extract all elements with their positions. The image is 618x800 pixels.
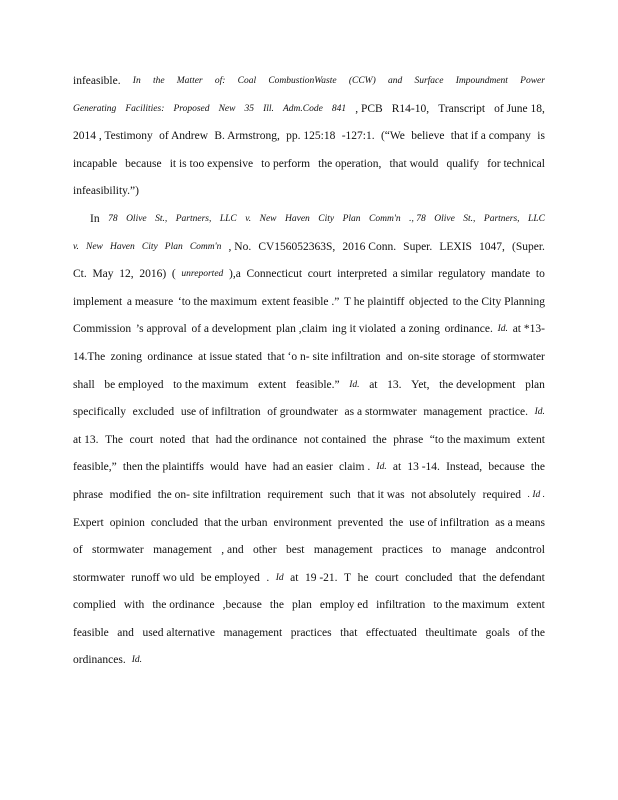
word: feasible,” [73,461,117,474]
word: stormwater [73,571,125,584]
word: shall [73,378,95,391]
citation-italic-word: Id. [349,379,360,390]
word: Ct. [73,268,87,281]
citation-italic-word: v. [245,213,252,224]
word: not absolutely [411,488,477,501]
word: management [153,544,212,557]
word: that it was [357,488,405,501]
word: Yet, [411,378,430,391]
word: , and [221,544,244,557]
word: the on- site infiltration [157,488,261,501]
word: that ‘o n- site infiltration [267,350,381,363]
text-line [73,96,545,124]
word: -127:1. [341,130,375,143]
text-line [73,427,545,455]
word: qualify [446,157,480,170]
word: it is too expensive [169,157,254,170]
word: of stormwater [480,350,545,363]
word: not contained [303,433,367,446]
citation-italic-word: Comm'n [369,213,401,224]
word: a measure [126,295,174,308]
word: modified [109,488,152,501]
word: goals [485,626,510,639]
text-line [73,178,545,206]
text-line [73,206,545,234]
word: other [252,544,277,557]
word: practice. [488,406,528,419]
word: claim . [338,461,371,474]
word: as a stormwater [344,406,417,419]
word: because [125,157,162,170]
citation-italic-word: Olive [126,213,147,224]
word: employ ed [319,599,369,612]
word: stormwater [91,544,144,557]
word: with [123,599,145,612]
word: the [372,433,387,446]
word: zoning [110,350,142,363]
word: mandate [491,268,531,281]
text-line [73,68,545,96]
word: plan ,claim [276,323,328,336]
word: prevented [337,516,384,529]
text-line [73,620,545,648]
word: the [269,599,284,612]
word: would [209,461,239,474]
word: Transcript [438,102,486,115]
word: of the [518,626,545,639]
citation-italic-word: Power [520,76,545,86]
word: T [344,571,352,584]
paragraph-2 [73,206,545,675]
word: ordinances. [73,654,126,667]
word: andcontrol [495,544,545,557]
word: 2014 , Testimony [73,130,153,143]
word: and [117,626,134,639]
word: used alternative [142,626,215,639]
word: ing it violated [331,323,396,336]
word: and [385,350,403,363]
citation-italic-word: Partners, [175,213,212,224]
text-line [73,537,545,565]
citation-italic-word: v. [73,241,79,252]
word: extent [516,599,545,612]
word: complied [73,599,116,612]
citation-italic-word: Surface [414,76,444,86]
citation-italic-word: Proposed [173,103,210,114]
text-line [73,289,545,317]
citation-italic-word: Partners, [483,213,520,224]
citation-italic-word: Impoundment [455,76,508,86]
word: ,because [222,599,262,612]
citation-italic-word: of: [214,76,226,86]
word: 13 -14. [407,461,440,474]
word: 12, [119,268,134,281]
citation-italic-word: unreported [181,269,224,280]
word: (“We [380,130,405,143]
word: the [389,516,404,529]
word: feasible.” [295,378,340,391]
word: to the City Planning [452,295,545,308]
citation-italic-word: Plan [342,213,361,224]
citation-italic-word: Facilities: [125,103,165,114]
word: regulatory [438,268,486,281]
word: the defendant [482,571,545,584]
citation-italic-word: Coal [237,76,257,86]
text-line [73,261,545,289]
word: infeasibility.”) [73,185,139,198]
citation-italic-word: City [141,241,158,252]
citation-italic-word: Haven [285,213,310,224]
word: CV156052363S, [258,240,336,253]
word: to perform [261,157,311,170]
citation-italic-word: St., [463,213,476,224]
word: he [357,571,369,584]
text-line [73,565,545,593]
word: management [313,544,373,557]
word: specifically [73,406,127,419]
word: B. Armstrong, [214,130,280,143]
text-line [73,372,545,400]
word: had an easier [272,461,333,474]
citation-italic-word: LLC [219,213,237,224]
word: feasible [73,626,109,639]
word: use of infiltration [180,406,261,419]
word: ( [171,268,176,281]
text-line [73,344,545,372]
word: is [537,130,545,143]
word: concluded [150,516,199,529]
word: opinion [109,516,145,529]
word: of Andrew [159,130,209,143]
word: . [266,571,270,584]
word: required [482,488,521,501]
word: 14.The [73,350,106,363]
word: ordinance. [444,323,493,336]
citation-italic-word: (CCW) [348,76,376,86]
text-line [73,399,545,427]
word: be employed [104,378,164,391]
word: believe [411,130,445,143]
word: that [340,626,358,639]
word: of [73,544,83,557]
word: because [488,461,525,474]
word: plan [525,378,545,391]
citation-italic-word: City [318,213,335,224]
word: have [244,461,267,474]
citation-italic-word: Id. [534,407,545,418]
word: at issue stated [198,350,263,363]
word: R14-10, [391,102,430,115]
citation-italic-word: Plan [164,241,183,252]
word: to the maximum [173,378,249,391]
word: , No. [228,240,252,253]
word: then the plaintiffs [122,461,204,474]
citation-italic-word: CombustionWaste [268,76,337,86]
word: the operation, [318,157,382,170]
word: ),a [229,268,241,281]
word: court [374,571,399,584]
citation-italic-word: Olive [434,213,455,224]
word: Super. [403,240,433,253]
word: ’s approval [135,323,187,336]
word: phrase [73,488,104,501]
word: 2016) [139,268,167,281]
word: to [432,544,442,557]
word: implement [73,295,123,308]
citation-italic-word: Id. [376,462,387,473]
word: the development [439,378,516,391]
word: such [329,488,351,501]
citation-italic-word: St., [155,213,168,224]
word: be employed [200,571,260,584]
word: management [223,626,283,639]
citation-italic-word: 841 [331,103,347,114]
citation-italic-word: Id [275,572,284,583]
word: requirement [267,488,324,501]
word: court [129,433,154,446]
word: In [90,212,100,225]
citation-italic-word: New [218,103,236,114]
word: noted [159,433,186,446]
word: T he plaintiff [344,295,405,308]
word: Connecticut [246,268,303,281]
word: infeasible. [73,75,121,87]
word: environment [273,516,332,529]
citation-italic-word: Adm.Code [282,103,323,114]
citation-italic-word: LLC [528,213,545,224]
word: effectuated [365,626,417,639]
word: 2016 Conn. [342,240,397,253]
citation-italic-word: New [259,213,277,224]
word: manage [450,544,487,557]
word: “to the maximum [429,433,511,446]
citation-italic-word: and [387,76,403,86]
text-line [73,482,545,510]
word: May [92,268,114,281]
citation-italic-word: 78 [108,213,118,224]
word: at 13. [73,433,99,446]
citation-italic-word: 35 [244,103,255,114]
word: on-site storage [407,350,476,363]
word: phrase [393,433,424,446]
word: Instead, [446,461,483,474]
word: objected [409,295,448,308]
word: , PCB [355,102,383,115]
word: that would [389,157,439,170]
citation-italic-word: In [132,76,141,86]
word: the [530,461,545,474]
word: practices [382,544,423,557]
word: at *13- [512,323,545,336]
word: pp. 125:18 [286,130,336,143]
word: a zoning [400,323,440,336]
word: best [285,544,305,557]
word: as a means [495,516,545,529]
word: management [423,406,483,419]
word: the ordinance [152,599,215,612]
word: extent [516,433,545,446]
citation-italic-word: New [85,241,103,252]
citation-italic-word: Id. [497,324,508,335]
word: that the urban [204,516,268,529]
word: 1047, [479,240,505,253]
text-line [73,151,545,179]
word: infiltration [376,599,426,612]
word: of a development [191,323,272,336]
word: runoff wo uld [131,571,195,584]
word: plan [292,599,312,612]
word: use of infiltration [409,516,490,529]
word: at [392,461,402,474]
word: for technical [487,157,545,170]
word: a similar [392,268,433,281]
citation-italic-word: the [152,76,165,86]
word: The [105,433,123,446]
word: LEXIS [439,240,472,253]
word: extent [258,378,287,391]
document-page [73,68,545,675]
word: that if a company [450,130,531,143]
word: to [535,268,545,281]
word: Expert [73,516,104,529]
citation-italic-word: Id. [131,655,142,666]
text-line [73,510,545,538]
citation-italic-word: Matter [176,76,203,86]
citation-italic-word: . Id . [527,489,545,500]
word: ‘to the maximum [177,295,258,308]
word: extent feasible .” [261,295,340,308]
word: excluded [132,406,175,419]
word: 19 -21. [304,571,338,584]
word: practices [290,626,332,639]
word: of groundwater [267,406,338,419]
text-line [73,592,545,620]
citation-italic-word: Generating [73,103,117,114]
paragraph-1 [73,68,545,206]
word: at [369,378,378,391]
word: Commission [73,323,132,336]
word: incapable [73,157,118,170]
word: (Super. [512,240,545,253]
word: theultimate [425,626,478,639]
text-line [73,316,545,344]
citation-italic-word: Ill. [263,103,274,114]
text-line [73,647,545,675]
text-line [73,234,545,262]
word: that [191,433,210,446]
citation-italic-word: Comm'n [189,241,222,252]
text-line [73,454,545,482]
word: concluded [405,571,453,584]
word: at [290,571,299,584]
word: ordinance [147,350,193,363]
word: court [307,268,332,281]
word: had the ordinance [215,433,298,446]
word: interpreted [337,268,387,281]
word: to the maximum [433,599,509,612]
word: of June 18, [494,102,545,115]
text-line [73,123,545,151]
citation-italic-word: ., 78 [409,213,426,224]
citation-italic-word: Haven [109,241,135,252]
word: that [458,571,477,584]
word: 13. [387,378,402,391]
